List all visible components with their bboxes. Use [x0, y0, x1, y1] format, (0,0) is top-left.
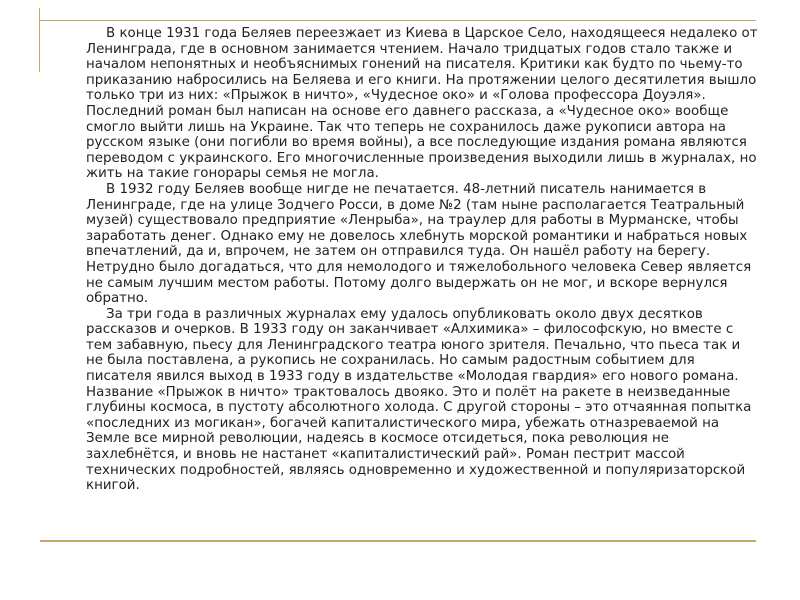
paragraph-1: В конце 1931 года Беляев переезжает из Киева в Царское Село, находящееся недалеко от Ленинграда, где в основном занимается чтением. Начало тридцатых годов стало также и началом непонятных и необъяснимых гонений на писателя. Критики как будто по чьему-то приказанию набросились на Беляева и его книги. На протяжении целого десятилетия вышло только три из них: «Прыжок в ничто», «Чудесное око» и «Голова профессора Доуэля». Последний роман был написан на основе его давнего рассказа, а «Чудесное око» вообще смогло выйти лишь на Украине. Так что теперь не сохранилось даже рукописи автора на русском языке (они погибли во время войны), а все последующие издания романа являются переводом с украинского. Его многочисленные произведения выходили лишь в журналах, но жить на такие гонорары семья не могла. — [86, 26, 758, 182]
body-text — [86, 26, 758, 494]
top-accent-rule — [40, 20, 756, 21]
left-accent-rule — [39, 8, 40, 72]
bottom-accent-rule — [40, 540, 756, 542]
paragraph-2: В 1932 году Беляев вообще нигде не печатается. 48-летний писатель нанимается в Ленинграде, где на улице Зодчего Росси, в доме №2 (там ныне располагается Театральный музей) существовало предприятие «Ленрыба», на траулер для работы в Мурманске, чтобы заработать денег. Однако ему не довелось хлебнуть морской романтики и набраться новых впечатлений, да и, впрочем, не затем он отправился туда. Он нашёл работу на берегу. Нетрудно было догадаться, что для немолодого и тяжелобольного человека Север является не самым лучшим местом работы. Потому долго выдержать он не мог, и вскоре вернулся обратно. — [86, 181, 752, 307]
paragraph-3: За три года в различных журналах ему удалось опубликовать около двух десятков рассказов и очерков. В 1933 году он заканчивает «Алхимика» – философскую, но вместе с тем забавную, пьесу для Ленинградского театра юного зрителя. Печально, что пьеса так и не была поставлена, а рукопись не сохранилась. Но самым радостным событием для писателя явился выход в 1933 году в издательстве «Молодая гвардия» его нового романа. Название «Прыжок в ничто» трактовалось двояко. Это и полёт на ракете в неизведанные глубины космоса, в пустоту абсолютного холода. С другой стороны – это отчаянная попытка «последних из могикан», богачей капиталистического мира, убежать отназреваемой на Земле все мирной революции, надеясь в космосе отсидеться, пока революция не захлебнётся, и вновь не настанет «капиталистический рай». Роман пестрит массой технических подробностей, являясь одновременно и художественной и популяризаторской книгой. — [86, 306, 752, 494]
